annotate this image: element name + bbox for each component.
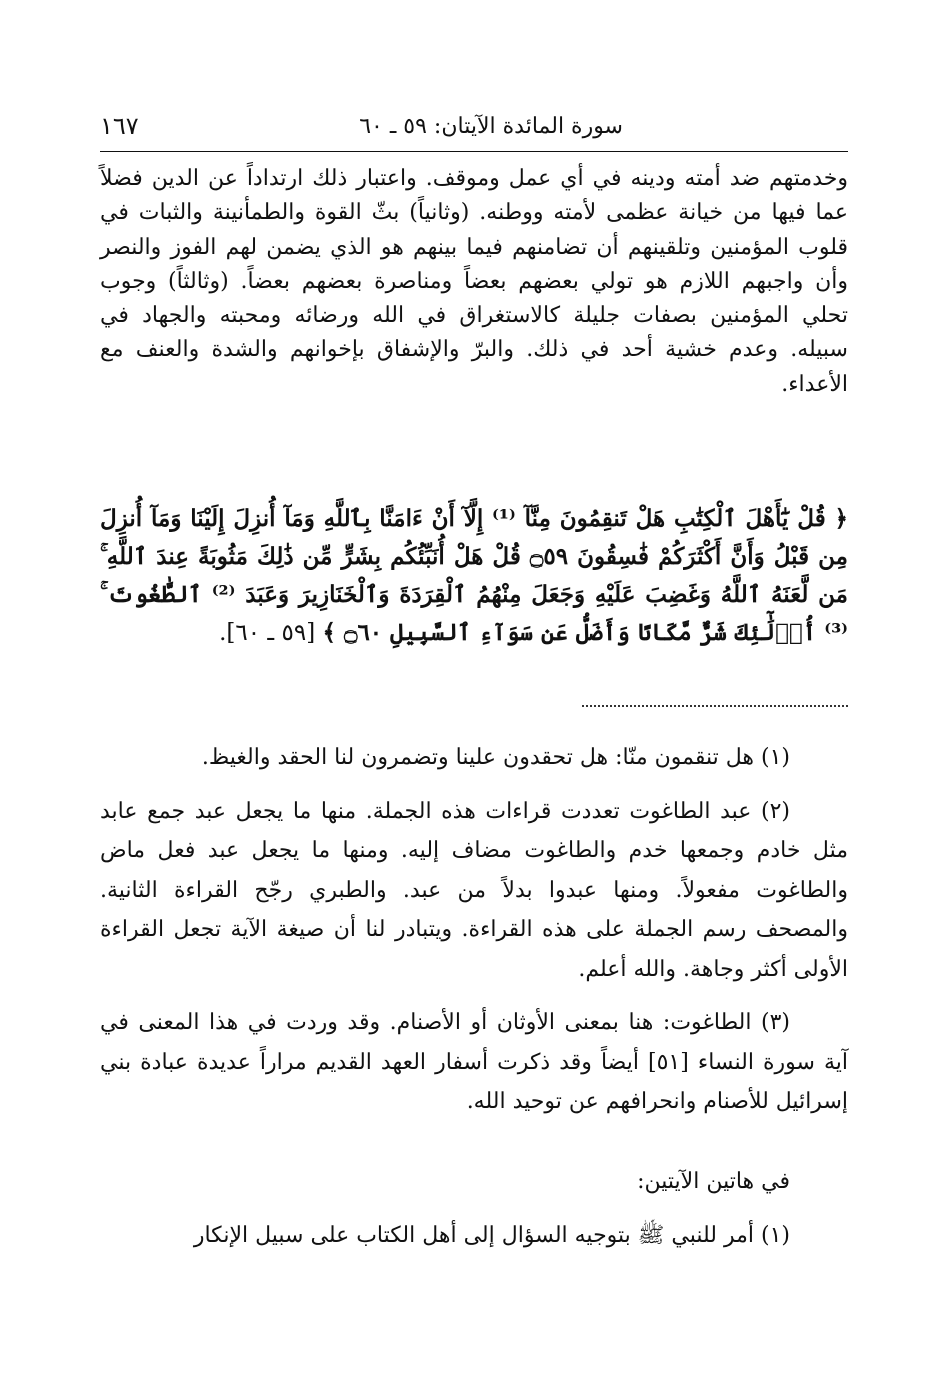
running-title: سورة المائدة الآيتان: ٥٩ ـ ٦٠: [359, 114, 623, 139]
lesson-item-1: (١) أمر للنبي ﷺ بتوجيه السؤال إلى أهل الكتاب على سبيل الإنكار: [193, 1223, 790, 1248]
quran-verse-text: ﴿ قُلْ يَٰٓأَهْلَ ٱلْكِتَٰبِ هَلْ تَنقِمُونَ مِنَّآ ⁽¹⁾ إِلَّآ أَنْ ءَامَنَّا بِٱللَّهِ وَمَآ أُنزِلَ إِلَيْنَا وَمَآ أُنزِلَ مِن قَبْلُ وَأَنَّ أَكْثَرَكُمْ فَٰسِقُونَ ۝٥٩ قُلْ هَلْ أُنَبِّئُكُم بِشَرٍّ مِّن ذَٰلِكَ مَثُوبَةً عِندَ ٱللَّهِ ۚ مَن لَّعَنَهُ ٱللَّهُ وَغَضِبَ عَلَيْهِ وَجَعَلَ مِنْهُمُ ٱلْقِرَدَةَ وَٱلْخَنَازِيرَ وَعَبَدَ ⁽²⁾ ٱلطَّٰغُوتَ ۚ ⁽³⁾ أُو۟لَٰٓئِكَ شَرٌّ مَّكَانًا وَأَضَلُّ عَن سَوَآءِ ٱلسَّبِيلِ ۝٦٠ ﴾: [100, 505, 848, 646]
quran-verse-block: [100, 500, 848, 652]
page-header: [100, 112, 848, 152]
footnote-separator: [582, 705, 848, 707]
footnote-1: (١) هل تنقمون منّا: هل تحقدون علينا وتضمرون لنا الحقد والغيظ.: [201, 745, 790, 770]
page-number: ١٦٧: [100, 112, 139, 140]
footnotes: [100, 738, 848, 1136]
footnote-2: (٢) عبد الطاغوت تعددت قراءات هذه الجملة. منها ما يجعل عبد جمع عابد مثل خادم وجمعها خدم والطاغوت مضاف إليه. ومنها ما يجعل عبد فعل ماض والطاغوت مفعولاً. ومنها عبدوا بدلاً من عبد. والطبري رجّح القراءة الثانية. والمصحف رسم الجملة على هذه القراءة. ويتبادر لنا أن صيغة الآية تجعل القراءة الأولى أكثر وجاهة. والله أعلم.: [100, 798, 848, 982]
lessons-intro: في هاتين الآيتين:: [637, 1169, 790, 1194]
lessons-section: [100, 1162, 848, 1270]
verse-reference: [٥٩ ـ ٦٠].: [219, 620, 316, 646]
commentary-paragraph: وخدمتهم ضد أمته ودينه في أي عمل وموقف. واعتبار ذلك ارتداداً عن الدين فضلاً عما فيها من خيانة عظمى لأمته ووطنه. (وثانياً) بثّ القوة والطمأنينة والثبات في قلوب المؤمنين وتلقينهم أن تضامنهم فيما بينهم هو الذي يضمن لهم الفوز والنصر وأن واجبهم اللازم هو تولي بعضهم بعضاً ومناصرة بعضهم بعضاً. (وثالثاً) وجوب تحلي المؤمنين بصفات جليلة كالاستغراق في الله ورضائه ومحبته والجهاد في سبيله. وعدم خشية أحد في ذلك. والبرّ والإشفاق بإخوانهم والشدة والعنف مع الأعداء.: [100, 166, 848, 397]
footnote-3: (٣) الطاغوت: هنا بمعنى الأوثان أو الأصنام. وقد وردت في هذا المعنى في آية سورة النساء [٥١] أيضاً وقد ذكرت أسفار العهد القديم مراراً عديدة عبادة بني إسرائيل للأصنام وانحرافهم عن توحيد الله.: [100, 1010, 849, 1114]
header-rule: [100, 151, 848, 152]
